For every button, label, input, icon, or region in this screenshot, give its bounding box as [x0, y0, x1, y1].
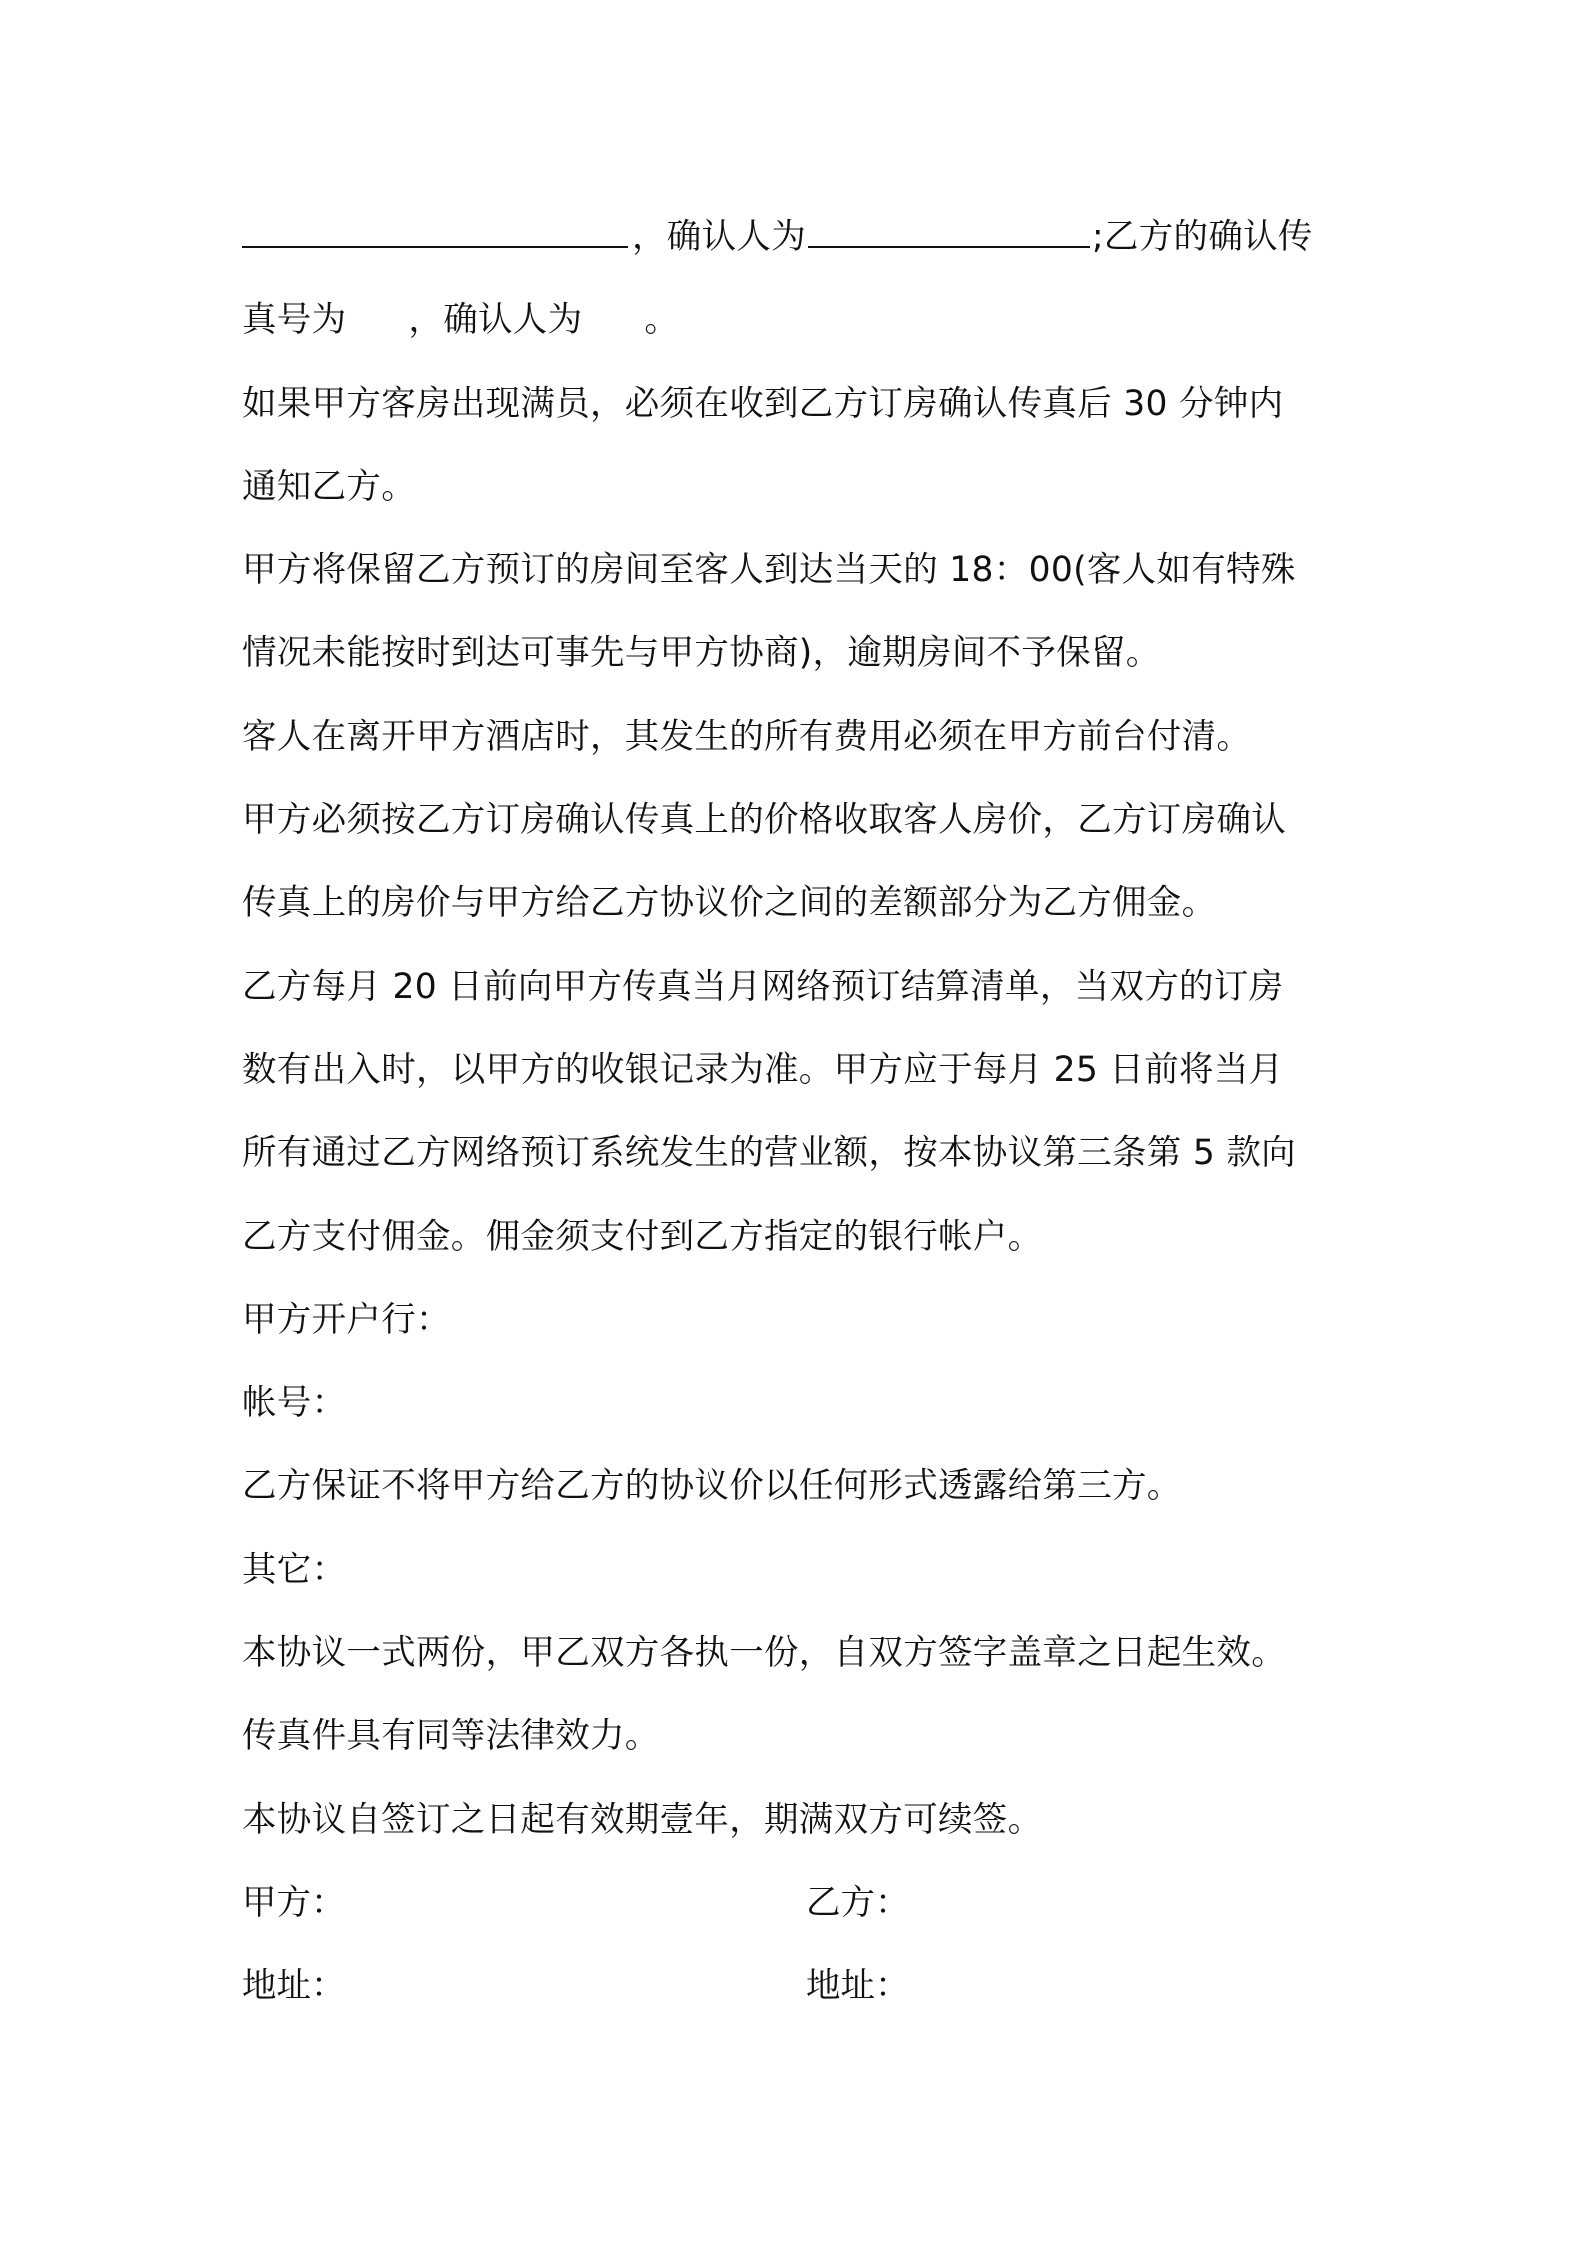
confirmer-label-b: ，确认人为 — [408, 300, 583, 341]
paragraph-line: 甲方必须按乙方订房确认传真上的价格收取客人房价，乙方订房确认 — [242, 800, 1286, 841]
paragraph-line: 客人在离开甲方酒店时，其发生的所有费用必须在甲方前台付清。 — [242, 716, 1252, 757]
paragraph-line: 本协议自签订之日起有效期壹年，期满双方可续签。 — [242, 1799, 1043, 1840]
confirmer-blank — [808, 220, 1090, 248]
party-a-label: 甲方： — [242, 1882, 346, 1923]
paragraph-line: 数有出入时，以甲方的收银记录为准。甲方应于每月 25 日前将当月 — [242, 1049, 1284, 1090]
paragraph-line: 乙方支付佣金。佣金须支付到乙方指定的银行帐户。 — [242, 1216, 1043, 1257]
line-end-mark: 。 — [644, 300, 680, 341]
fax-number-label: 真号为 — [242, 300, 347, 341]
paragraph-line: 甲方将保留乙方预订的房间至客人到达当天的 18：00(客人如有特殊 — [242, 550, 1296, 591]
paragraph-line: 如果甲方客房出现满员，必须在收到乙方订房确认传真后 30 分钟内 — [242, 383, 1284, 424]
paragraph-line: 情况未能按时到达可事先与甲方协商)，逾期房间不予保留。 — [242, 633, 1161, 674]
confirmer-label: ，确认人为 — [632, 217, 806, 257]
paragraph-line: 通知乙方。 — [242, 466, 416, 507]
party-b-fax-line — [242, 279, 1358, 362]
paragraph-line: 传真上的房价与甲方给乙方协议价之间的差额部分为乙方佣金。 — [242, 883, 1217, 924]
signature-party-row — [242, 1862, 1358, 1945]
paragraph-line: 所有通过乙方网络预订系统发生的营业额，按本协议第三条第 5 款向 — [242, 1133, 1296, 1174]
party-b-address-label: 地址： — [806, 1966, 910, 2007]
paragraph-line: 乙方保证不将甲方给乙方的协议价以任何形式透露给第三方。 — [242, 1466, 1182, 1507]
paragraph-line: 乙方每月 20 日前向甲方传真当月网络预订结算清单，当双方的订房 — [242, 966, 1284, 1007]
paragraph-line: 本协议一式两份，甲乙双方各执一份，自双方签字盖章之日起生效。 — [242, 1633, 1286, 1674]
party-b-fax-label: ;乙方的确认传 — [1092, 217, 1313, 257]
party-b-label: 乙方： — [806, 1882, 910, 1923]
fax-number-blank — [242, 220, 628, 248]
bank-label: 甲方开户行： — [242, 1299, 451, 1340]
confirmation-fax-line — [242, 196, 1358, 279]
party-a-address-label: 地址： — [242, 1966, 346, 2007]
account-label: 帐号： — [242, 1383, 347, 1424]
signature-address-row — [242, 1945, 1358, 2028]
document-body — [242, 196, 1358, 2029]
paragraph-line: 传真件具有同等法律效力。 — [242, 1716, 660, 1757]
other-label: 其它： — [242, 1549, 347, 1590]
